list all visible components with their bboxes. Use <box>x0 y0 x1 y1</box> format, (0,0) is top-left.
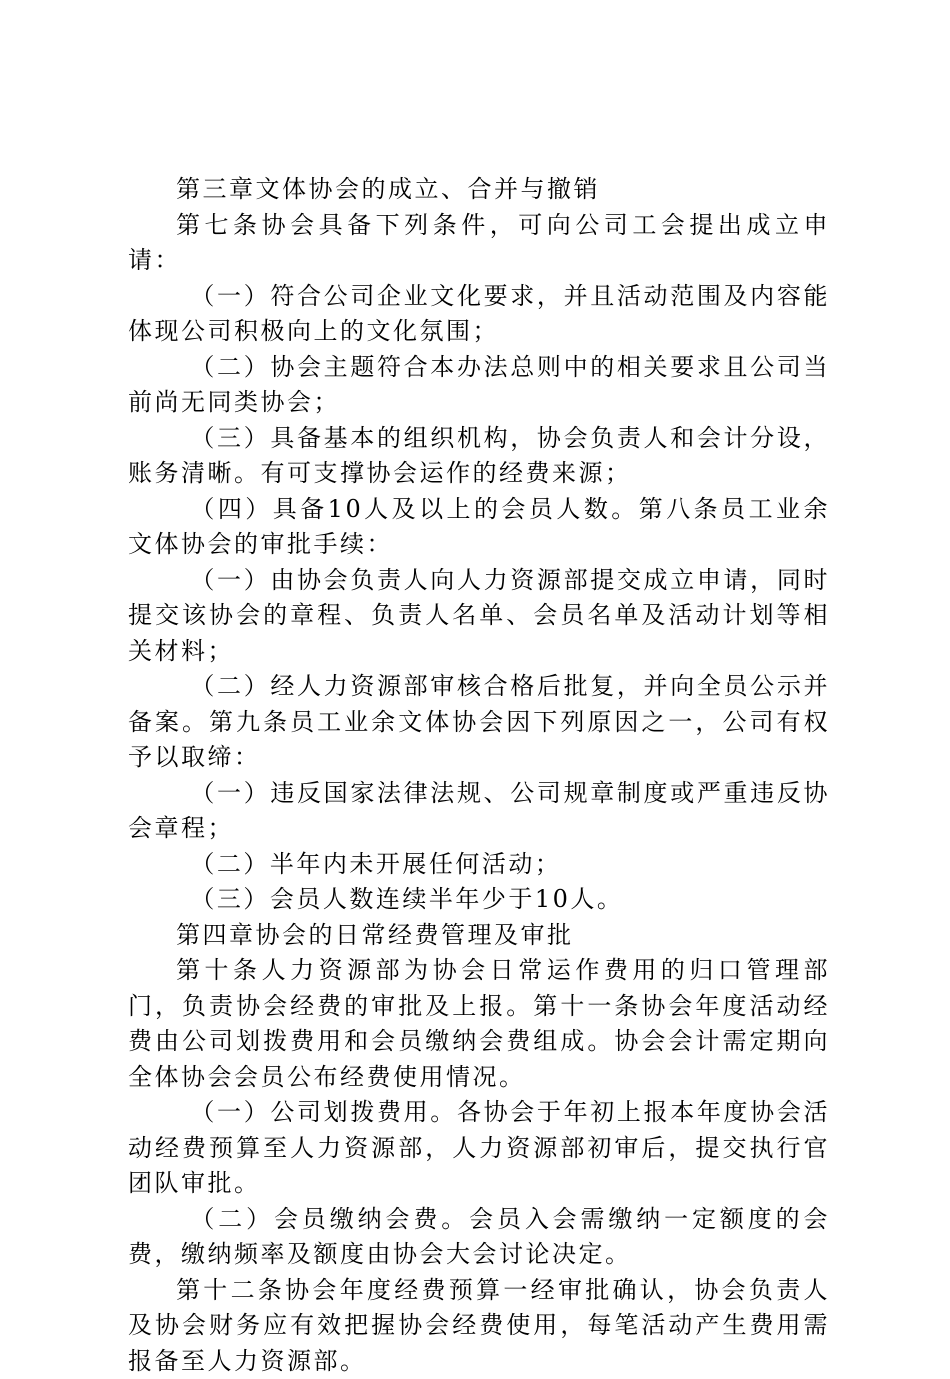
article-7-item-2: （二）协会主题符合本办法总则中的相关要求且公司当前尚无同类协会； <box>128 350 830 421</box>
article-8-item-2: （二）经人力资源部审核合格后批复，并向全员公示并备案。第九条员工业余文体协会因下列原因之一，公司有权予以取缔： <box>128 669 830 776</box>
article-10-11: 第十条人力资源部为协会日常运作费用的归口管理部门，负责协会经费的审批及上报。第十一条协会年度活动经费由公司划拨费用和会员缴纳会费组成。协会会计需定期向全体协会会员公布经费使用情况。 <box>128 953 830 1095</box>
article-7-item-1: （一）符合公司企业文化要求，并且活动范围及内容能体现公司积极向上的文化氛围； <box>128 279 830 350</box>
document-body <box>128 172 830 1379</box>
chapter-heading-4: 第四章协会的日常经费管理及审批 <box>128 918 830 954</box>
article-7: 第七条协会具备下列条件，可向公司工会提出成立申请： <box>128 208 830 279</box>
article-11-item-2: （二）会员缴纳会费。会员入会需缴纳一定额度的会费，缴纳频率及额度由协会大会讨论决定。 <box>128 1202 830 1273</box>
article-9-item-3: （三）会员人数连续半年少于10人。 <box>128 882 830 918</box>
article-9-item-1: （一）违反国家法律法规、公司规章制度或严重违反协会章程； <box>128 776 830 847</box>
article-7-item-4: （四）具备10人及以上的会员人数。第八条员工业余文体协会的审批手续： <box>128 492 830 563</box>
article-7-item-3: （三）具备基本的组织机构，协会负责人和会计分设，账务清晰。有可支撑协会运作的经费来源； <box>128 421 830 492</box>
article-8-item-1: （一）由协会负责人向人力资源部提交成立申请，同时提交该协会的章程、负责人名单、会员名单及活动计划等相关材料； <box>128 563 830 670</box>
article-9-item-2: （二）半年内未开展任何活动； <box>128 847 830 883</box>
article-11-item-1: （一）公司划拨费用。各协会于年初上报本年度协会活动经费预算至人力资源部，人力资源部初审后，提交执行官团队审批。 <box>128 1095 830 1202</box>
article-12: 第十二条协会年度经费预算一经审批确认，协会负责人及协会财务应有效把握协会经费使用，每笔活动产生费用需报备至人力资源部。 <box>128 1273 830 1379</box>
chapter-heading-3: 第三章文体协会的成立、合并与撤销 <box>128 172 830 208</box>
